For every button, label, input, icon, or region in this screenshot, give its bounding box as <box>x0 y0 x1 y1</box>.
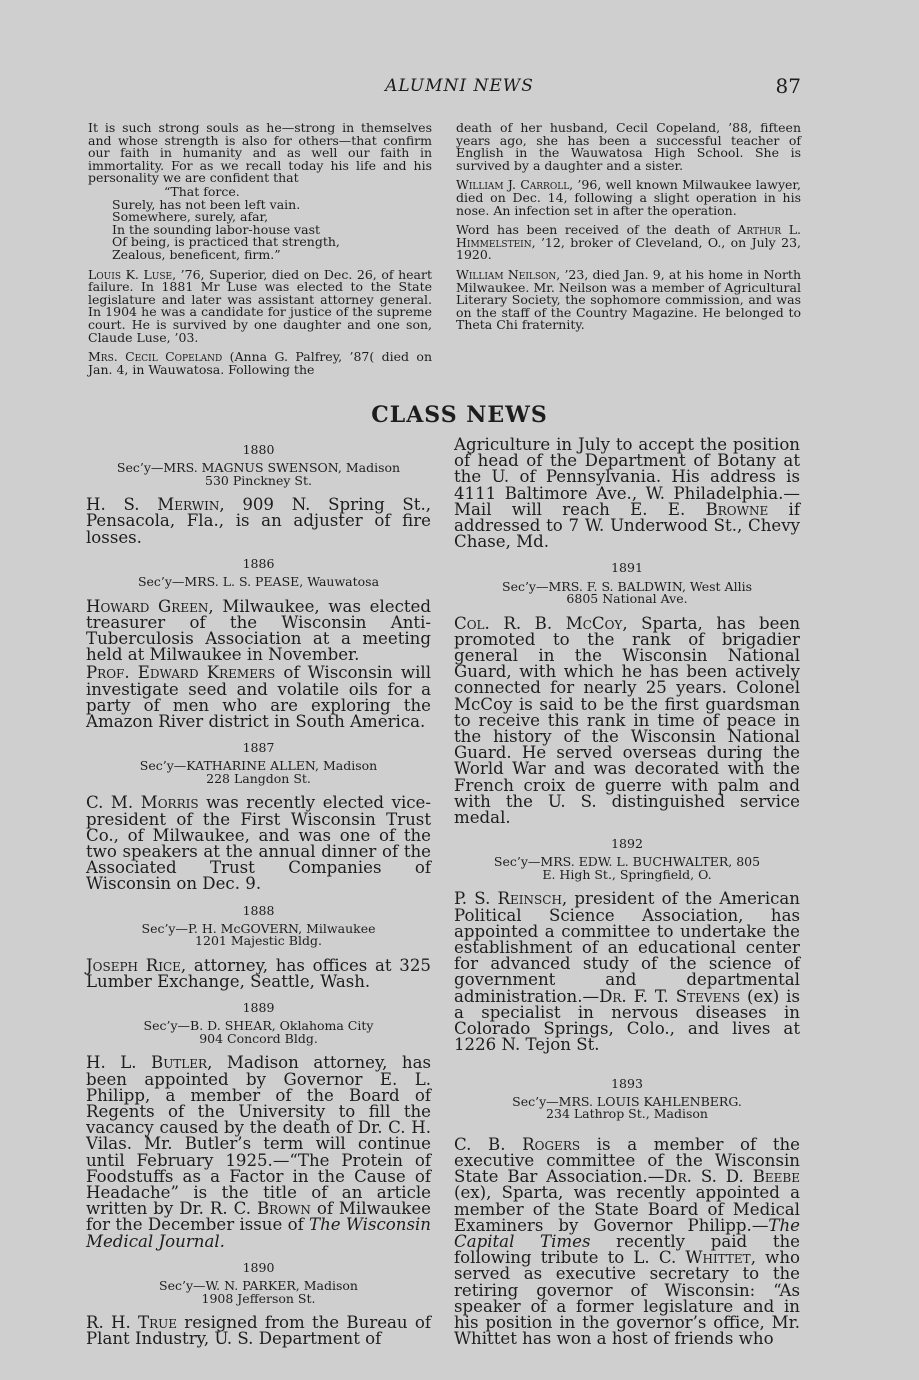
running-header <box>0 76 919 100</box>
class-year: 1887 <box>242 740 275 756</box>
poem-line: Zealous, beneficent, firm.” <box>112 246 281 262</box>
class-news-left-column <box>86 432 431 1349</box>
class-secretary: Sec’y—P. H. McGOVERN, Milwaukee 1201 Majestic Bldg. <box>141 920 376 949</box>
class-year: 1893 <box>611 1075 643 1091</box>
class-year: 1886 <box>242 555 275 571</box>
class-secretary: Sec’y—KATHARINE ALLEN, Madison 228 Langdon St. <box>139 758 378 786</box>
class-year: 1890 <box>242 1259 275 1275</box>
class-note: P. S. Reinsch, president of the American Political Science Association, has appointed a committee to undertake the establishment of an educational center for advanced study of the science of government and departmental administration.—Dr. F. T. Stevens (ex) is a specialist in nervous diseases in Colorado Springs, Colo., and lives at 1226 N. Tejon St. <box>454 889 800 1055</box>
obituary-column-left <box>88 122 432 383</box>
obituary-carroll: William J. Carroll, ’96, well known Milwaukee lawyer, died on Dec. 14, following a slight operation in his nose. An infection set in after the operation. <box>456 177 801 218</box>
class-year: 1891 <box>611 560 643 576</box>
poem-line: Of being, is practiced that strength, <box>112 234 340 250</box>
poem-line: Somewhere, surely, afar, <box>112 209 269 225</box>
class-note: Col. R. B. McCoy, Sparta, has been promoted to the rank of brigadier general in the Wisconsin National Guard, with which he has been actively connected for nearly 25 years. Colonel McCoy is said to be the first guardsman to receive this rank in time of peace in the history of the Wisconsin National Guard. He served overseas during the World War and was decorated with the French croix de guerre with palm and with the U. S. distinguished service medal. <box>454 613 801 828</box>
class-year: 1888 <box>242 902 275 918</box>
class-year: 1889 <box>242 1000 275 1016</box>
obituary-himmelstein: Word has been received of the death of Arthur L. Himmelstein, ’12, broker of Cleveland, O., on July 23, 1920. <box>456 222 801 263</box>
poem-line: Surely, has not been left vain. <box>112 196 301 212</box>
class-secretary: Sec’y—W. N. PARKER, Madison 1908 Jefferson St. <box>159 1278 358 1306</box>
class-secretary: Sec’y—MRS. MAGNUS SWENSON, Madison 530 Pinckney St. <box>116 460 401 488</box>
class-note: C. B. Rogers is a member of the executive committee of the Wisconsin State Bar Association.—Dr. S. D. Beebe (ex), Sparta, was recently appointed a member of the State Board of Medical Examiners by Governor Philipp.—The Capital Times recently paid the following tribute to L. C. Whittet, who served as executive secretary to the retiring governor of Wisconsin: “As speaker of a former legislature and in his position in the governor’s office, Mr. Whittet has won a host of friends who <box>454 1134 801 1349</box>
journal-title: ALUMNI NEWS <box>385 76 534 96</box>
page-number: 87 <box>775 74 801 98</box>
class-note: Joseph Rice, attorney, has offices at 325 Lumber Exchange, Seattle, Wash. <box>86 955 431 991</box>
class-news-right-column <box>454 437 800 1349</box>
obituary-neilson: William Neilson, ’23, died Jan. 9, at his home in North Milwaukee. Mr. Neilson was a member of Agricultural Literary Society, the sophomore commission, and was on the staff of the Country Magazine. He belonged to Theta Chi fraternity. <box>456 266 801 333</box>
obituary-copeland-continued: death of her husband, Cecil Copeland, ’88, fifteen years ago, she has been a successful teacher of English in the Wauwatosa High School. She is survived by a daughter and a sister. <box>456 120 801 173</box>
class-note-continued: Agriculture in July to accept the position of head of the Department of Botany at the U. of Pennsylvania. His address is 4111 Baltimore Ave., W. Philadelphia.—Mail will reach E. E. Browne if addressed to 7 W. Underwood St., Chevy Chase, Md. <box>454 435 800 552</box>
class-secretary: Sec’y—MRS. LOUIS KAHLENBERG. 234 Lathrop St., Madison <box>512 1093 742 1122</box>
poem-quote <box>88 183 432 262</box>
class-note: Howard Green, Milwaukee, was elected treasurer of the Wisconsin Anti-Tuberculosis Association at a meeting held at Milwaukee in November. <box>86 596 431 665</box>
class-year: 1892 <box>611 836 643 852</box>
class-year: 1880 <box>242 442 275 457</box>
section-heading: CLASS NEWS <box>371 402 548 428</box>
class-note: Prof. Edward Kremers of Wisconsin will investigate seed and volatile oils for a party of men who are exploring the Amazon River district in South America. <box>86 663 431 731</box>
poem-line: In the sounding labor-house vast <box>112 221 321 237</box>
poem-line: “That force. <box>164 183 240 199</box>
class-secretary: Sec’y—MRS. F. S. BALDWIN, West Allis 6805 National Ave. <box>502 578 752 607</box>
class-note: H. S. Merwin, 909 N. Spring St., Pensacola, Fla., is an adjuster of fire losses. <box>86 495 431 547</box>
class-secretary: Sec’y—MRS. L. S. PEASE, Wauwatosa <box>137 574 380 590</box>
class-secretary: Sec’y—B. D. SHEAR, Oklahoma City 904 Concord Bldg. <box>143 1018 374 1046</box>
class-note: H. L. Butler, Madison attorney, has been appointed by Governor E. L. Philipp, a member of the Board of Regents of the University to fill the vacancy caused by the death of Dr. C. H. Vilas. Mr. Butler’s term will continue until February 1925.—“The Protein of Foodstuffs as a Factor in the Cause of Headache” is the title of an article written by Dr. R. C. Brown of Milwaukee for the December issue of The Wisconsin Medical Journal. <box>86 1053 432 1251</box>
class-note: C. M. Morris was recently elected vice-president of the First Wisconsin Trust Co., of Milwaukee, and was one of the two speakers at the annual dinner of the Associated Trust Companies of Wisconsin on Dec. 9. <box>86 793 431 894</box>
obituary-column-right <box>456 122 801 339</box>
class-note: R. H. True resigned from the Bureau of Plant Industry, U. S. Department of <box>86 1313 431 1349</box>
obituary-copeland: Mrs. Cecil Copeland (Anna G. Palfrey, ’87( died on Jan. 4, in Wauwatosa. Following the <box>88 349 433 377</box>
tribute-paragraph: It is such strong souls as he—strong in themselves and whose strength is also for others—that confirm our faith in humanity and as well our faith in immortality. For as we recall today his life and his personality we are confident that <box>88 120 432 186</box>
obituary-luse: Louis K. Luse, ’76, Superior, died on Dec. 26, of heart failure. In 1881 Mr Luse was elected to the State legislature and later was assistant attorney general. In 1904 he was a candidate for justice of the supreme court. He is survived by one daughter and one son, Claude Luse, ’03. <box>88 266 432 345</box>
class-secretary: Sec’y—MRS. EDW. L. BUCHWALTER, 805 E. High St., Springfield, O. <box>493 854 761 882</box>
